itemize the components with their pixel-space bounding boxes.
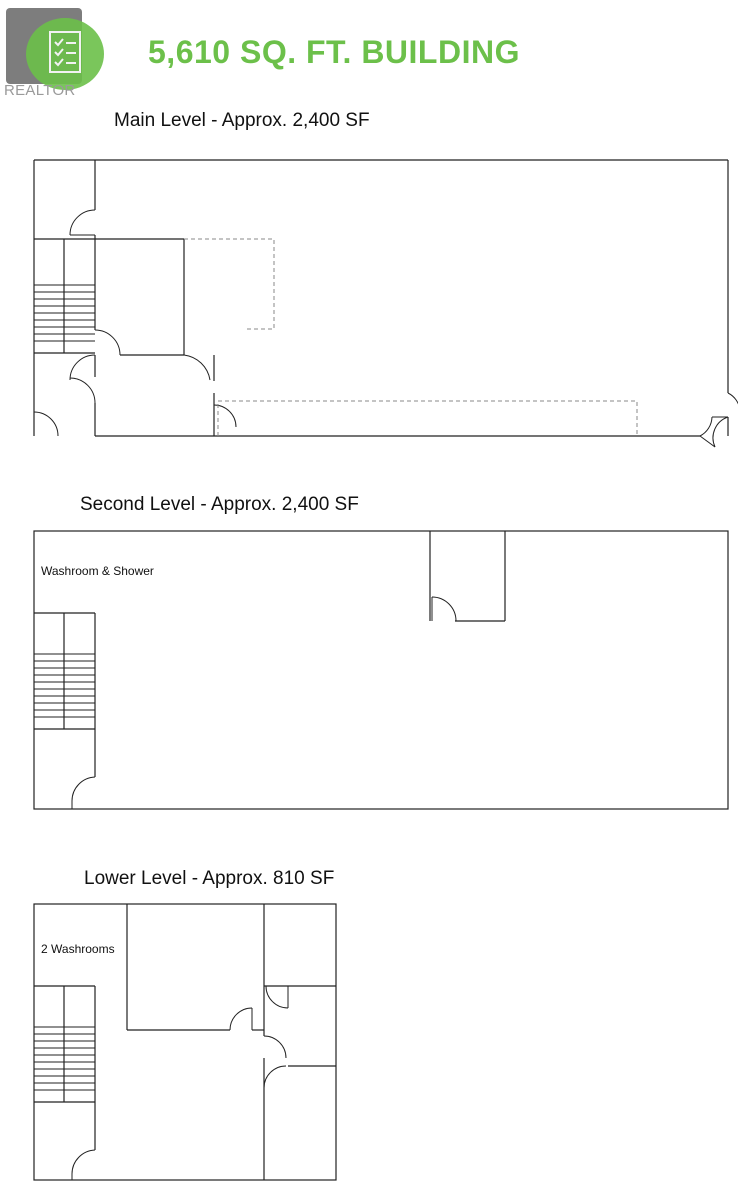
checklist-icon (26, 18, 104, 90)
room-label-washroom-shower: Washroom & Shower (41, 564, 154, 578)
main-level-label: Main Level - Approx. 2,400 SF (114, 110, 370, 131)
page-title: 5,610 SQ. FT. BUILDING (148, 34, 520, 70)
logo-text: REALTOR (4, 82, 76, 99)
realtor-logo (4, 6, 108, 98)
lower-level-label: Lower Level - Approx. 810 SF (84, 868, 335, 889)
room-label-2-washrooms: 2 Washrooms (41, 942, 115, 956)
main-level-floorplan (0, 155, 738, 455)
second-level-label: Second Level - Approx. 2,400 SF (80, 494, 359, 515)
